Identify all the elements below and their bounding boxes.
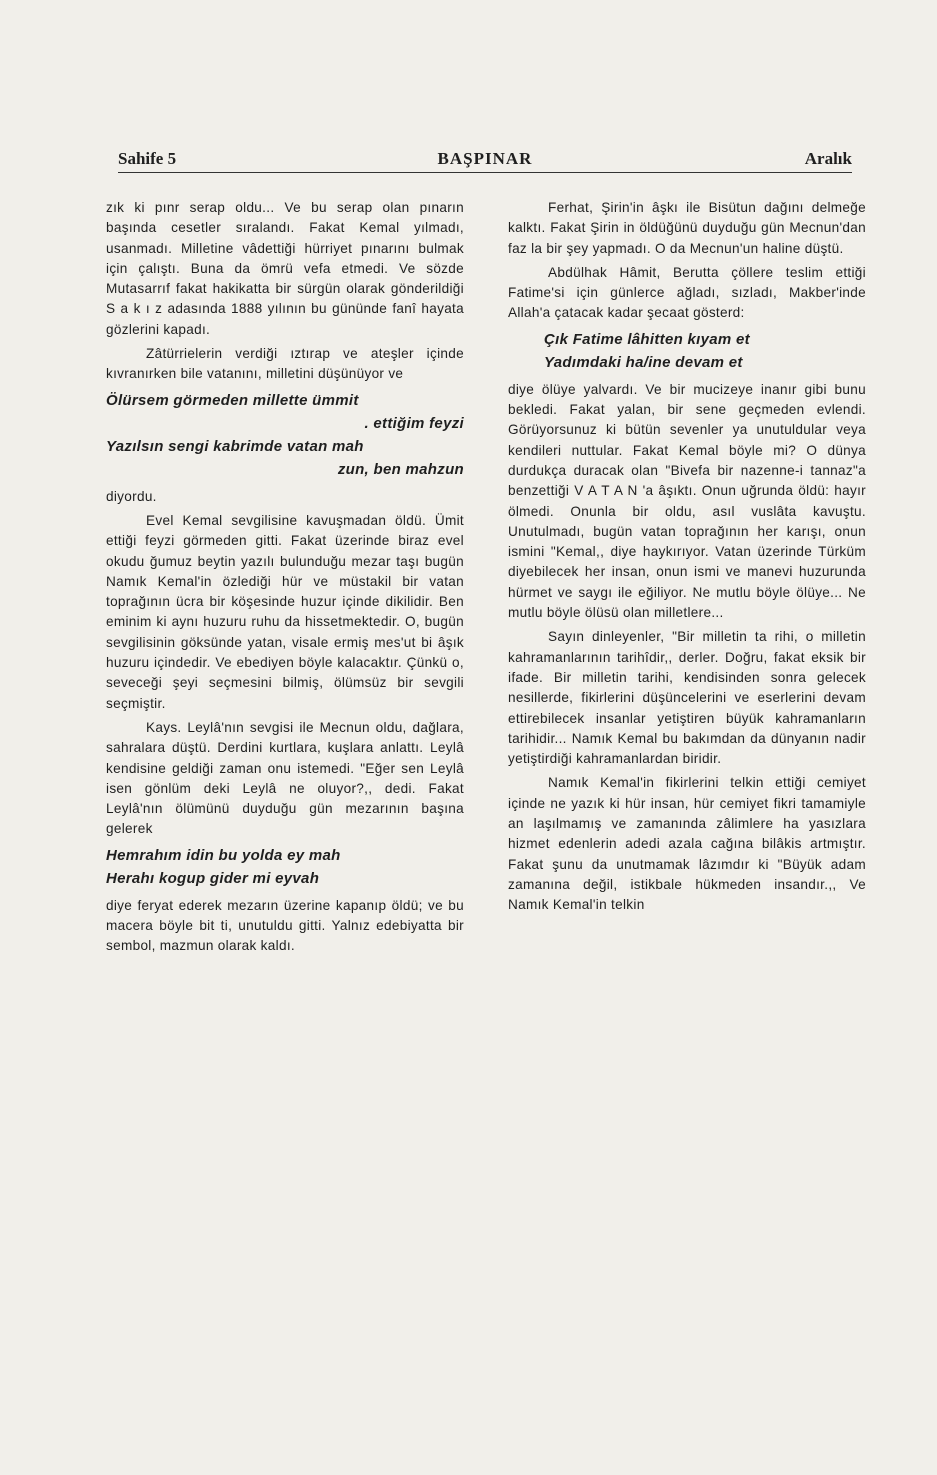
- verse-block: [106, 844, 464, 890]
- verse-line: Çık Fatime lâhitten kıyam et: [544, 330, 750, 348]
- paragraph: Evel Kemal sevgilisine kavuşmadan öldü. Ümit ettiği feyzi görmeden gitti. Fakat üzerinde biraz evel okudu ğumuz beytin yazılı bulunduğu mezar taşı bugün Namık Kemal'in özlediği hür ve müstakil bir vatan toprağının ücra bir köşesinde huzur içinde dikilidir. Ben eminim ki aynı huzuru ruhu da hissetmektedir. O, bugün sevgilisinin göksünde yatan, visale ermiş mes'ut bi âşık huzuru içindedir. Ve ebediyen böyle kalacaktır. Çünkü o, seveceği şeyi seçmesini bilmiş, ölümsüz bir sevgili seçmiştir.: [106, 512, 464, 711]
- header-rule: [118, 172, 852, 173]
- verse-line: Yadımdaki ha/ine devam et: [544, 353, 743, 371]
- paragraph: Ferhat, Şirin'in âşkı ile Bisütun dağını delmeğe kalktı. Fakat Şirin in öldüğünü duyduğu gün Mecnun'dan faz la bir şey yapmadı. O da Mecnun'un haline düştü.: [508, 200, 866, 256]
- page-header: [118, 143, 852, 173]
- paragraph: Namık Kemal'in fikirlerini telkin ettiği cemiyet içinde ne yazık ki hür insan, hür cemiyet fikri tamamiyle an laşılmamış ve zamanında zâlimlere ha yasızlara hizmet edenlerin adedi azala cağına bilâkis artmıştır. Fakat şunu da unutmamak lâzımdır ki "Büyük adam zamanına değil, istikbale hükmeden insandır.,, Ve Namık Kemal'in telkin: [508, 775, 866, 913]
- paragraph: Kays. Leylâ'nın sevgisi ile Mecnun oldu, dağlara, sahralara düştü. Derdini kurtlara, kuşlara anlattı. Leylâ kendisine geldiği zaman onu istemedi. "Eğer sen Leylâ isen gönlüm deki Leylâ ne oluyor?,, dedi. Fakat Leylâ'nın ölümünü duyduğu gün mezarının başına gelerek: [106, 719, 464, 837]
- paragraph: diye feryat ederek mezarın üzerine kapanıp öldü; ve bu macera böyle bit ti, unutuldu gitti. Yalnız edebiyatta bir sembol, mazmun olarak kaldı.: [106, 897, 464, 954]
- verse-line: . ettiğim feyzi: [364, 414, 464, 432]
- verse-line: Yazılsın sengi kabrimde vatan mah: [106, 437, 364, 455]
- magazine-title: BAŞPINAR: [437, 149, 533, 168]
- paragraph: Abdülhak Hâmit, Berutta çöllere teslim ettiği Fatime'si için günlerce ağladı, sızladı, Makber'inde Allah'a çatacak kadar şecaat gösterd:: [508, 264, 866, 321]
- paragraph: zık ki pınr serap oldu... Ve bu serap olan pınarın başında cesetler sıralandı. Fakat Kemal yılmadı, usanmadı. Milletine vâdettiği hürriyet pınarını bulmak için çalıştı. Buna da ömrü vefa etmedi. Ve sözde Mutasarrıf fakat hakikatta bir sürgün olarak gönderildiği S a k ı z adasında 1888 yılının bu gününde fanî hayata gözlerini kapadı.: [106, 200, 464, 337]
- left-column: [106, 198, 464, 961]
- page-number: Sahife 5: [118, 149, 177, 168]
- verse-line: Ölürsem görmeden millette ümmit: [106, 391, 359, 409]
- paragraph: diyordu.: [106, 488, 157, 504]
- verse-line: zun, ben mahzun: [337, 460, 464, 478]
- right-column: [508, 198, 866, 920]
- verse-line: Hemrahım idin bu yolda ey mah: [106, 846, 341, 864]
- verse-block: [508, 328, 866, 374]
- paragraph: Zâtürrielerin verdiği ıztırap ve ateşler içinde kıvranırken bile vatanını, milletini düşünüyor ve: [106, 346, 464, 382]
- paragraph: Sayın dinleyenler, "Bir milletin ta rihi, o milletin kahramanlarının tarihîdir,, derler. Doğru, fakat eksik bir ifade. Bir milletin tarihi, kendisinden sonra gelecek nesillerde, fikirlerini düşüncelerini ve eserlerini devam ettirebilecek insanlar yetiştiren büyük kahramanların tarihidir... Namık Kemal bu bakımdan da dünyanın nadir yetiştirdiği kahramanlardan biridir.: [508, 629, 866, 767]
- verse-line: Herahı kogup gider mi eyvah: [106, 869, 320, 887]
- paragraph: diye ölüye yalvardı. Ve bir mucizeye inanır gibi bunu bekledi. Fakat yalan, bir sene geçmeden evlendi. Görüyorsunuz ki bütün sevenler ya unutuldular veya kendileri nuttular. Fakat Kemal böyle mi? O dünya durdukça duracak olan "Bivefa bir nazenne-i tannaz"a benzettiği V A T A N 'a âşıktı. Onun uğrunda öldü: hayır ölmedi. Onunla bir oldu, asıl vuslâta kavuştu. Unutulmadı, bugün vatan toprağının her karışı, onun ismini "Kemal,, diye haykırıyor. Vatan üzerinde Türküm diyebilecek her insan, onun ismi ve manevi huzurunda hürmet ve saygı ile eğiliyor. Ne mutlu böyle ölüye... Ne mutlu böyle ölüsü olan milletlere...: [508, 381, 866, 621]
- verse-block: [106, 389, 464, 481]
- issue-month: Aralık: [804, 149, 852, 168]
